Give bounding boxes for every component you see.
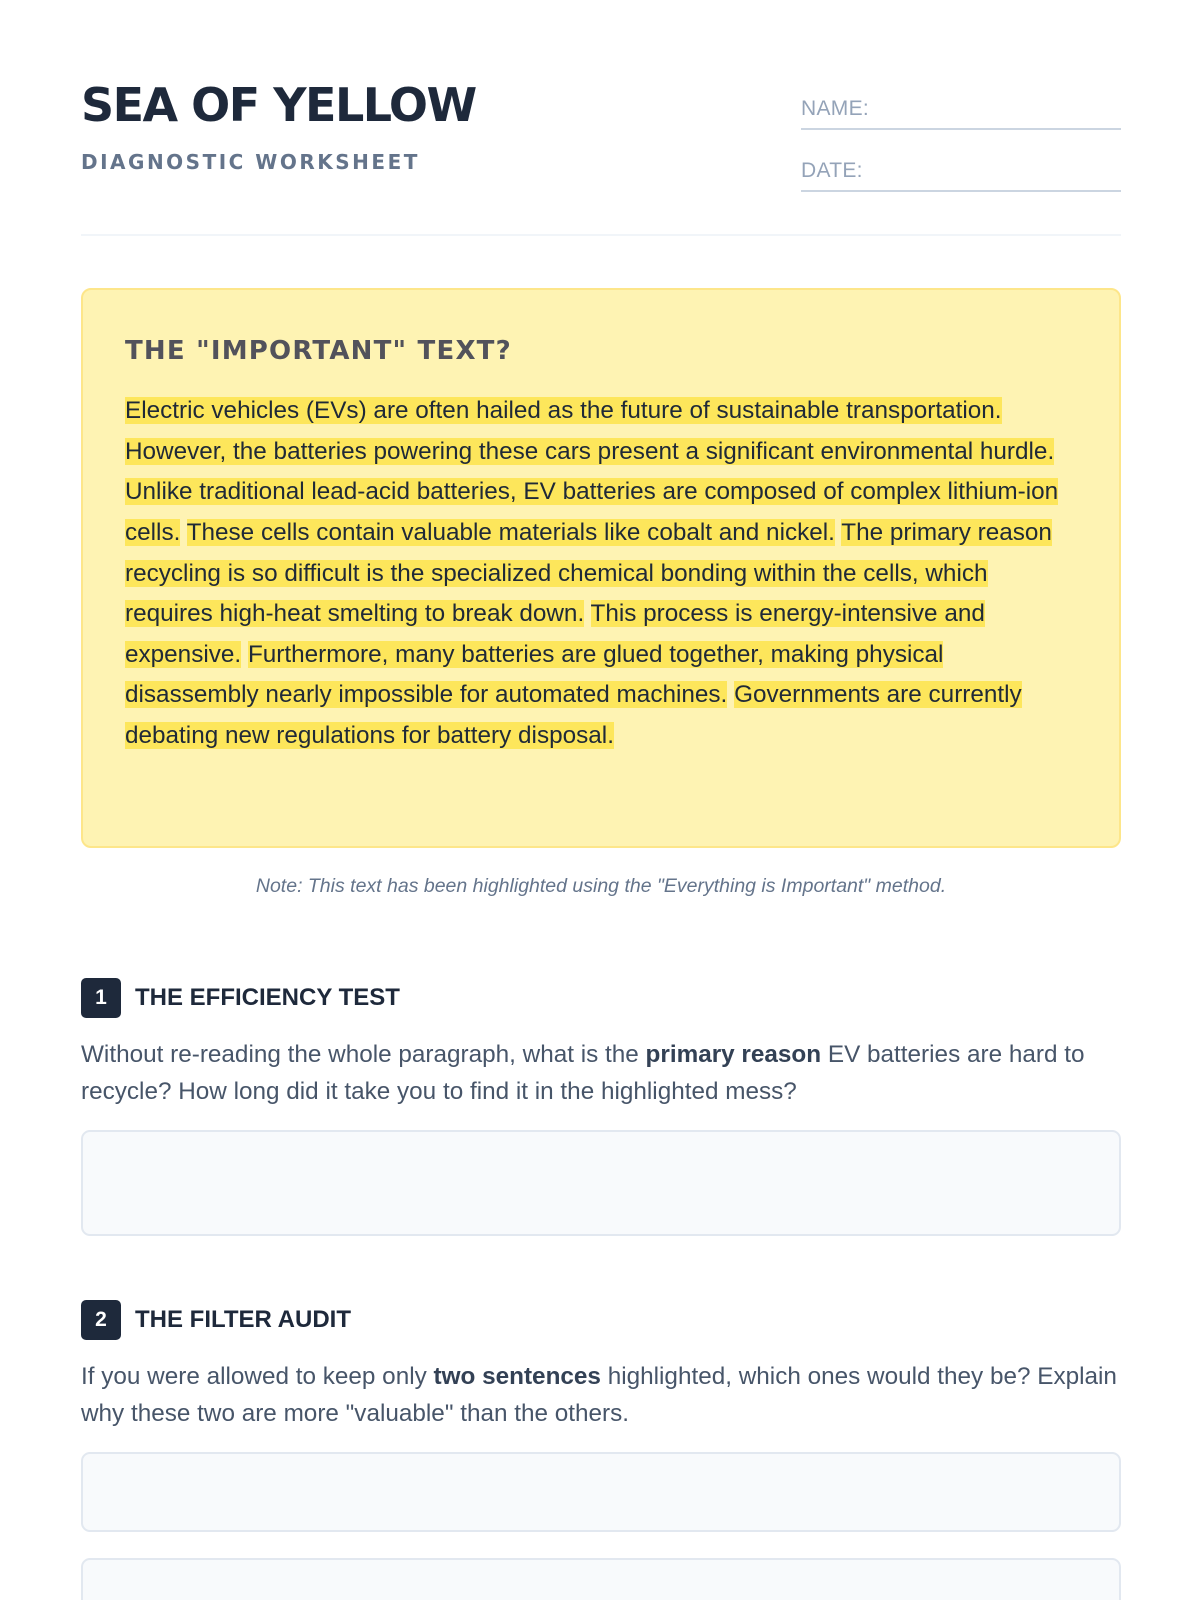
question-title: THE EFFICIENCY TEST: [135, 984, 400, 1011]
page-subtitle: DIAGNOSTIC WORKSHEET: [81, 150, 420, 174]
passage-sentence: However, the batteries powering these cars present a significant environmental hurdle.: [125, 437, 1055, 465]
question-number-badge: 1: [81, 978, 121, 1018]
passage-sentence: Furthermore, many batteries are glued together, making physical disassembly nearly impossible for automated machines.: [125, 640, 944, 709]
highlighted-passage-box: [81, 288, 1121, 848]
question-1-header: [81, 978, 1121, 1018]
page-title: SEA OF YELLOW: [81, 78, 476, 132]
passage-sentence: Electric vehicles (EVs) are often hailed as the future of sustainable transportation.: [125, 397, 1002, 425]
answer-box-2b[interactable]: [81, 1558, 1121, 1600]
question-prompt-text: EV batteries are hard to recycle? How long did it take you to find it in the highlighted mess?: [81, 1041, 1085, 1105]
question-number-badge: 2: [81, 1300, 121, 1340]
question-1: [81, 978, 1121, 1110]
passage-sentence: Governments are currently debating new regulations for battery disposal.: [125, 681, 1022, 749]
passage-sentence: The primary reason recycling is so difficult is the specialized chemical bonding within the cells, which requires high-heat smelting to break down.: [125, 518, 1052, 628]
passage-sentence: This process is energy-intensive and expensive.: [125, 600, 985, 668]
question-prompt-text: Without re-reading the whole paragraph, what is the: [81, 1041, 646, 1068]
name-field[interactable]: [801, 90, 1121, 130]
question-title: THE FILTER AUDIT: [135, 1306, 351, 1333]
passage-heading: THE "IMPORTANT" TEXT?: [125, 336, 512, 366]
question-prompt-emphasis: two sentences: [433, 1363, 601, 1390]
answer-box-1[interactable]: [81, 1130, 1121, 1236]
question-2: [81, 1300, 1121, 1432]
question-2-header: [81, 1300, 1121, 1340]
highlight-method-note: Note: This text has been highlighted using the "Everything is Important" method.: [255, 875, 947, 897]
answer-box-2a[interactable]: [81, 1452, 1121, 1532]
passage-sentence: These cells contain valuable materials like cobalt and nickel.: [186, 518, 835, 546]
worksheet-header: [81, 0, 1121, 236]
date-field-label: DATE:: [801, 159, 863, 182]
date-field[interactable]: [801, 152, 1121, 192]
question-prompt-text: If you were allowed to keep only: [81, 1363, 434, 1390]
passage-text: [125, 391, 1077, 756]
question-prompt-emphasis: primary reason: [645, 1041, 822, 1068]
passage-sentence: Unlike traditional lead-acid batteries, EV batteries are composed of complex lithium-ion cells.: [125, 478, 1059, 546]
question-prompt: [81, 1036, 1121, 1110]
question-prompt-text: highlighted, which ones would they be? Explain why these two are more "valuable" than the others.: [81, 1363, 1117, 1427]
name-field-label: NAME:: [801, 97, 870, 120]
worksheet-content: [81, 0, 1121, 1427]
question-prompt: [81, 1358, 1121, 1432]
